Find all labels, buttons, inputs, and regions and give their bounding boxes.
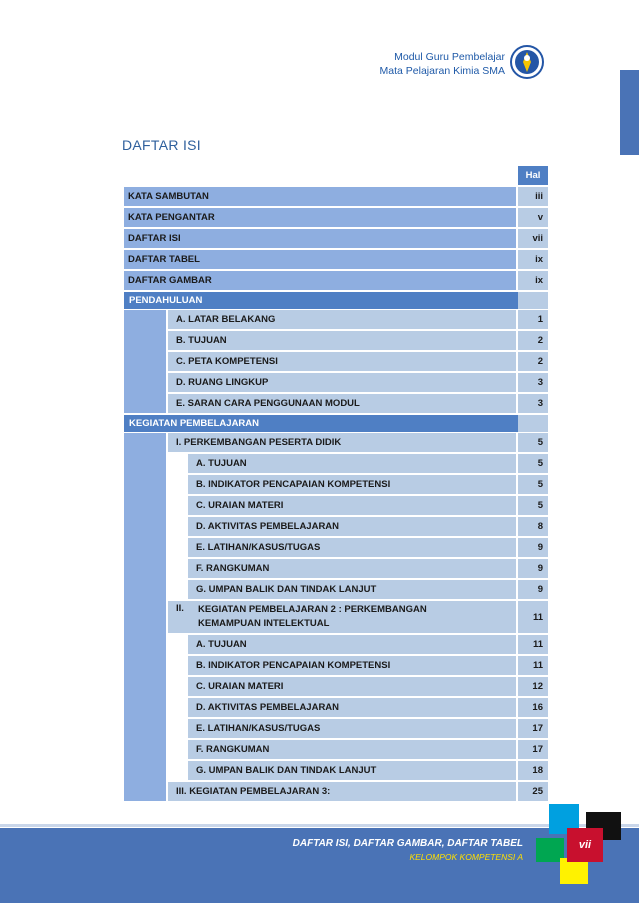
toc-entry-page: 11 — [518, 656, 548, 675]
toc-entry-page: 5 — [518, 454, 548, 473]
toc-entry-page: ix — [518, 250, 548, 269]
toc-row[interactable] — [124, 656, 548, 675]
section-heading-page-cell — [518, 415, 548, 432]
toc-entry-label: D. AKTIVITAS PEMBELAJARAN — [188, 698, 516, 717]
toc-entry-label: E. LATIHAN/KASUS/TUGAS — [188, 719, 516, 738]
toc-row[interactable] — [124, 373, 548, 392]
toc-entry-label: F. RANGKUMAN — [188, 740, 516, 759]
toc-entry-page: 25 — [518, 782, 548, 801]
toc-entry-page: 11 — [518, 601, 548, 633]
toc-entry-page: 5 — [518, 433, 548, 452]
toc-row[interactable] — [124, 538, 548, 557]
toc-entry-label: C. URAIAN MATERI — [188, 677, 516, 696]
kegiatan-indent-column — [124, 433, 166, 801]
toc-row[interactable] — [124, 496, 548, 515]
section-pendahuluan — [124, 292, 548, 309]
kegiatan-2-title-line-1: KEGIATAN PEMBELAJARAN 2 : PERKEMBANGAN — [198, 604, 427, 615]
toc-row[interactable] — [124, 517, 548, 536]
toc-row-kegiatan-1[interactable] — [124, 433, 548, 452]
page-number: vii — [567, 828, 603, 862]
toc-entry-label — [168, 601, 516, 633]
pendahuluan-indent-column — [124, 310, 166, 413]
toc-entry-page: 9 — [518, 580, 548, 599]
kemdikbud-logo-icon — [510, 43, 544, 81]
toc-entry-label: D. RUANG LINGKUP — [168, 373, 516, 392]
toc-entry-page: 5 — [518, 496, 548, 515]
toc-entry-page: 2 — [518, 352, 548, 371]
toc-entry-page: 9 — [518, 559, 548, 578]
section-kegiatan — [124, 415, 548, 432]
toc-entry-label: E. SARAN CARA PENGGUNAAN MODUL — [168, 394, 516, 413]
toc-row[interactable] — [124, 394, 548, 413]
toc-entry-label: B. INDIKATOR PENCAPAIAN KOMPETENSI — [188, 475, 516, 494]
toc-row[interactable] — [124, 719, 548, 738]
header-line-2: Mata Pelajaran Kimia SMA — [379, 65, 505, 77]
toc-entry-page: 16 — [518, 698, 548, 717]
toc-entry-label: B. INDIKATOR PENCAPAIAN KOMPETENSI — [188, 656, 516, 675]
toc-row[interactable] — [124, 208, 548, 227]
toc-entry-label: DAFTAR TABEL — [124, 250, 516, 269]
toc-row[interactable] — [124, 580, 548, 599]
toc-row[interactable] — [124, 635, 548, 654]
section-heading-label: KEGIATAN PEMBELAJARAN — [129, 418, 260, 429]
footer-subtitle: KELOMPOK KOMPETENSI A — [409, 852, 523, 862]
toc-entry-page: 17 — [518, 740, 548, 759]
toc-entry-label: E. LATIHAN/KASUS/TUGAS — [188, 538, 516, 557]
toc-entry-page: 2 — [518, 331, 548, 350]
toc-row[interactable] — [124, 187, 548, 206]
toc-entry-label: III. KEGIATAN PEMBELAJARAN 3: — [168, 782, 516, 801]
toc-entry-page: v — [518, 208, 548, 227]
toc-row[interactable] — [124, 475, 548, 494]
toc-entry-label: I. PERKEMBANGAN PESERTA DIDIK — [168, 433, 516, 452]
toc-entry-page: vii — [518, 229, 548, 248]
toc-entry-page: 8 — [518, 517, 548, 536]
toc-row-kegiatan-3[interactable] — [124, 782, 548, 801]
section-heading-label: PENDAHULUAN — [129, 295, 203, 306]
toc-entry-label: C. URAIAN MATERI — [188, 496, 516, 515]
toc-entry-label: DAFTAR ISI — [124, 229, 516, 248]
running-header — [380, 50, 505, 78]
toc-row[interactable] — [124, 559, 548, 578]
toc-entry-label: G. UMPAN BALIK DAN TINDAK LANJUT — [188, 761, 516, 780]
toc-entry-label: A. TUJUAN — [188, 635, 516, 654]
toc-row[interactable] — [124, 454, 548, 473]
toc-entry-page: ix — [518, 271, 548, 290]
kegiatan-2-number: II. — [176, 603, 184, 614]
toc-entry-label: D. AKTIVITAS PEMBELAJARAN — [188, 517, 516, 536]
toc-entry-label: A. LATAR BELAKANG — [168, 310, 516, 329]
toc-row[interactable] — [124, 740, 548, 759]
toc-row[interactable] — [124, 229, 548, 248]
toc-entry-label: KATA PENGANTAR — [124, 208, 516, 227]
toc-entry-page: iii — [518, 187, 548, 206]
toc-entry-label: A. TUJUAN — [188, 454, 516, 473]
toc-row[interactable] — [124, 310, 548, 329]
footer-title: DAFTAR ISI, DAFTAR GAMBAR, DAFTAR TABEL — [292, 838, 523, 849]
toc-entry-label: F. RANGKUMAN — [188, 559, 516, 578]
toc-entry-page: 5 — [518, 475, 548, 494]
toc-entry-label: KATA SAMBUTAN — [124, 187, 516, 206]
toc-entry-label: C. PETA KOMPETENSI — [168, 352, 516, 371]
toc-entry-page: 12 — [518, 677, 548, 696]
toc-row[interactable] — [124, 331, 548, 350]
toc-row[interactable] — [124, 698, 548, 717]
toc-entry-page: 3 — [518, 394, 548, 413]
toc-row[interactable] — [124, 250, 548, 269]
footer-divider — [0, 824, 639, 827]
toc-entry-label: G. UMPAN BALIK DAN TINDAK LANJUT — [188, 580, 516, 599]
toc-entry-page: 17 — [518, 719, 548, 738]
side-tab-marker — [620, 70, 639, 155]
toc-row[interactable] — [124, 352, 548, 371]
toc-entry-label: B. TUJUAN — [168, 331, 516, 350]
toc-entry-label: DAFTAR GAMBAR — [124, 271, 516, 290]
toc-entry-page: 18 — [518, 761, 548, 780]
section-heading-page-cell — [518, 292, 548, 309]
kegiatan-2-title-line-2: KEMAMPUAN INTELEKTUAL — [198, 618, 330, 629]
toc-row[interactable] — [124, 271, 548, 290]
toc-entry-page: 1 — [518, 310, 548, 329]
toc-row[interactable] — [124, 761, 548, 780]
toc-entry-page: 3 — [518, 373, 548, 392]
toc-row-kegiatan-2[interactable] — [124, 601, 548, 633]
toc-entry-page: 9 — [518, 538, 548, 557]
header-line-1: Modul Guru Pembelajar — [394, 51, 505, 63]
toc-row[interactable] — [124, 677, 548, 696]
page-title: DAFTAR ISI — [122, 137, 201, 153]
toc-entry-page: 11 — [518, 635, 548, 654]
hal-column-header: Hal — [518, 166, 548, 185]
